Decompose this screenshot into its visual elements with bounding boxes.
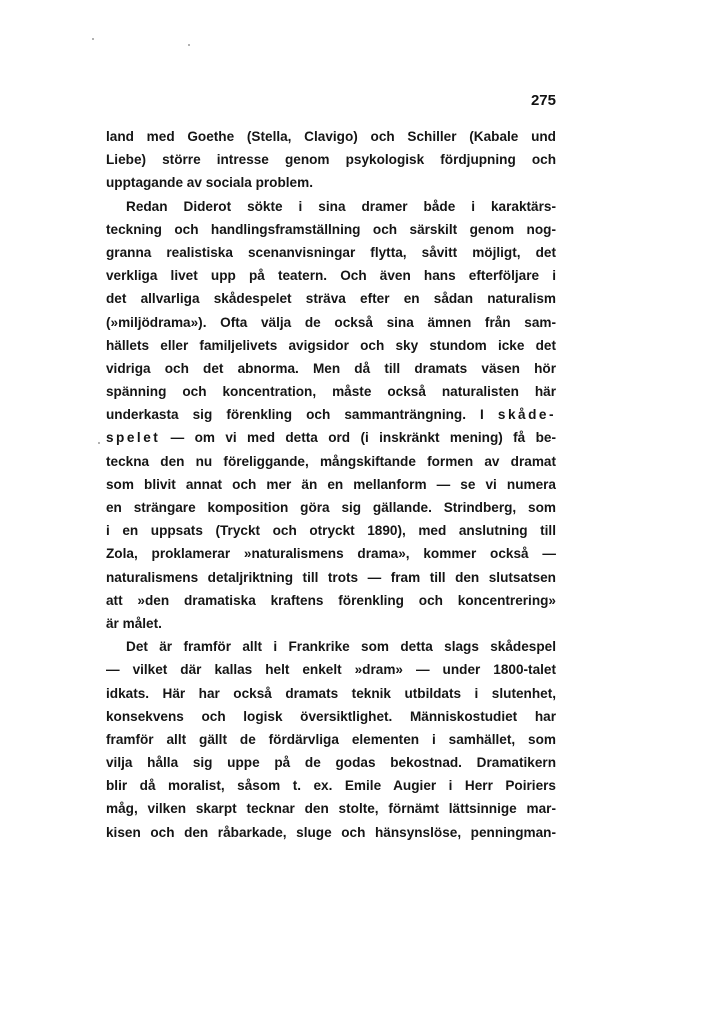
text-line: naturalismens detaljriktning till trots — fram till den slutsatsen	[106, 569, 556, 585]
text-line: i en uppsats (Tryckt och otryckt 1890), med anslutning till	[106, 523, 556, 539]
body-text	[106, 125, 556, 844]
text-line: Liebe) större intresse genom psykologisk fördjupning och	[106, 152, 556, 168]
text-line-spaced	[106, 403, 556, 426]
paper-speck	[98, 442, 100, 444]
text-line: spänning och koncentration, måste också naturalisten här	[106, 384, 556, 400]
text-line: en strängare komposition göra sig gällande. Strindberg, som	[106, 500, 556, 515]
paper-speck	[188, 44, 190, 46]
spaced-word: skåde-	[497, 407, 556, 423]
text-line: blir då moralist, såsom t. ex. Emile Augier i Herr Poiriers	[106, 778, 556, 794]
paragraph-start-line: Det är framför allt i Frankrike som detta slags skådespel	[126, 639, 556, 655]
text-line: idkats. Här har också dramats teknik utbildats i slutenhet,	[106, 685, 556, 701]
text-line: granna realistiska scenanvisningar flytta, såvitt möjligt, det	[106, 244, 556, 260]
text-line: det allvarliga skådespelet sträva efter en sådan naturalism	[106, 291, 556, 307]
text-line: framför allt gällt de fördärvliga elementen i samhället, som	[106, 731, 556, 747]
text-line: konsekvens och logisk översiktlighet. Människostudiet har	[106, 708, 556, 724]
text-line: måg, vilken skarpt tecknar den stolte, förnämt lättsinnige mar-	[106, 801, 556, 817]
text-line: Zola, proklamerar »naturalismens drama», kommer också —	[106, 546, 556, 562]
text-line: — vilket där kallas helt enkelt »dram» — under 1800-talet	[106, 662, 556, 678]
text-line: verkliga livet upp på teatern. Och även hans efterföljare i	[106, 268, 556, 284]
text-line: kisen och den råbarkade, sluge och hänsynslöse, penningman-	[106, 824, 556, 840]
text-segment: underkasta sig förenkling och sammanträngning. I	[106, 407, 498, 423]
text-segment: — om vi med detta ord (i inskränkt mening) få be-	[160, 430, 556, 446]
text-line: upptagande av sociala problem.	[106, 175, 313, 191]
text-line: (»miljödrama»). Ofta välja de också sina ämnen från sam-	[106, 314, 556, 330]
text-line: teckning och handlingsframställning och särskilt genom nog-	[106, 221, 556, 237]
text-line: att »den dramatiska kraftens förenkling och koncentrering»	[106, 592, 556, 608]
text-line: teckna den nu föreliggande, mångskiftande formen av dramat	[106, 453, 556, 469]
text-line: vilja hålla sig uppe på de godas bekostnad. Dramatikern	[106, 755, 556, 771]
text-line: hällets eller familjelivets avigsidor och sky stundom icke det	[106, 337, 556, 353]
text-line: är målet.	[106, 615, 162, 631]
paper-speck	[92, 38, 94, 40]
text-line: land med Goethe (Stella, Clavigo) och Schiller (Kabale und	[106, 129, 556, 144]
text-line-spaced	[106, 426, 556, 449]
text-line: som blivit annat och mer än en mellanform — se vi numera	[106, 476, 556, 492]
spaced-word: spelet	[106, 430, 161, 446]
text-line: vidriga och det abnorma. Men då till dramats väsen hör	[106, 360, 556, 376]
paragraph-start-line: Redan Diderot sökte i sina dramer både i karaktärs-	[126, 198, 556, 214]
page-number: 275	[530, 92, 556, 109]
